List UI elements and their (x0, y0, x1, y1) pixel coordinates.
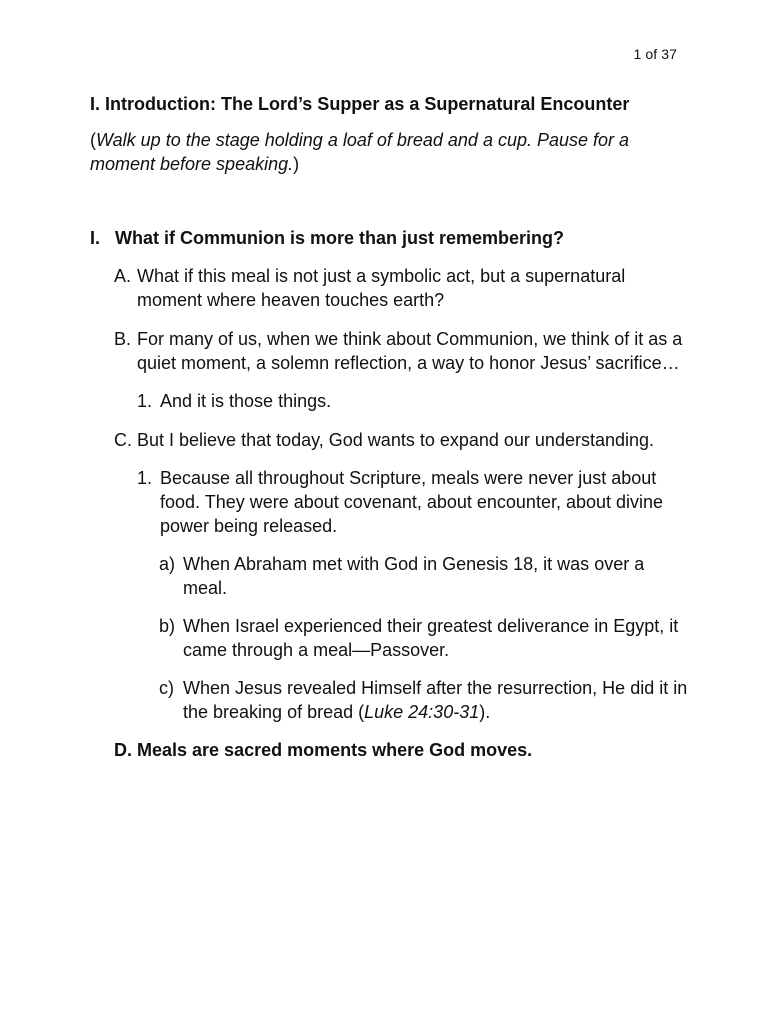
point-b (114, 327, 690, 375)
point-c1 (137, 466, 690, 538)
point-c-text: But I believe that today, God wants to expand our understanding. (137, 430, 655, 450)
page-number: 1 of 37 (633, 46, 677, 62)
point-c (114, 428, 690, 452)
point-c1a-text: When Abraham met with God in Genesis 18, it was over a meal. (183, 554, 645, 598)
point-a (114, 264, 690, 312)
point-c1b-text: When Israel experienced their greatest deliverance in Egypt, it came through a meal—Passover. (183, 616, 679, 660)
point-c1a (159, 552, 690, 600)
scripture-reference: Luke 24:30-31 (364, 702, 480, 722)
point-a-marker: A. (114, 266, 132, 286)
point-c1b-marker: b) (159, 616, 176, 636)
point-d-marker: D. (114, 740, 132, 760)
intro-heading: I. Introduction: The Lord’s Supper as a Supernatural Encounter (90, 94, 630, 114)
point-c1a-marker: a) (159, 554, 176, 574)
point-c1-text: Because all throughout Scripture, meals were never just about food. They were about covenant, about encounter, about divine power being released. (160, 468, 664, 536)
section-heading (90, 226, 690, 250)
point-c1c-text (183, 676, 690, 724)
point-d (114, 738, 690, 762)
stage-note-text: Walk up to the stage holding a loaf of bread and a cup. Pause for a moment before speaking. (90, 130, 630, 174)
point-c1-marker: 1. (137, 468, 153, 488)
point-c1c-marker: c) (159, 678, 174, 698)
point-c1c-text-before: When Jesus revealed Himself after the resurrection, He did it in the breaking of bread ( (183, 678, 688, 722)
point-c-marker: C. (114, 430, 132, 450)
stage-direction (90, 128, 690, 176)
point-b1 (137, 389, 690, 413)
section-marker: I. (90, 228, 101, 248)
point-c1c-text-after: ). (479, 702, 491, 722)
point-b-text: For many of us, when we think about Communion, we think of it as a quiet moment, a solemn reflection, a way to honor Jesus’ sacrifice… (137, 329, 683, 373)
point-a-text: What if this meal is not just a symbolic act, but a supernatural moment where heaven touches earth? (137, 266, 626, 310)
point-c1c (159, 676, 690, 724)
point-b-marker: B. (114, 329, 132, 349)
point-d-text: Meals are sacred moments where God moves. (137, 740, 533, 760)
stage-note-open-paren: ( (90, 130, 96, 150)
point-c1b (159, 614, 690, 662)
point-b1-marker: 1. (137, 391, 153, 411)
section-title: What if Communion is more than just remembering? (115, 228, 565, 248)
point-b1-text: And it is those things. (160, 391, 332, 411)
stage-note-close-paren: ) (293, 154, 300, 174)
document-body (90, 92, 690, 762)
